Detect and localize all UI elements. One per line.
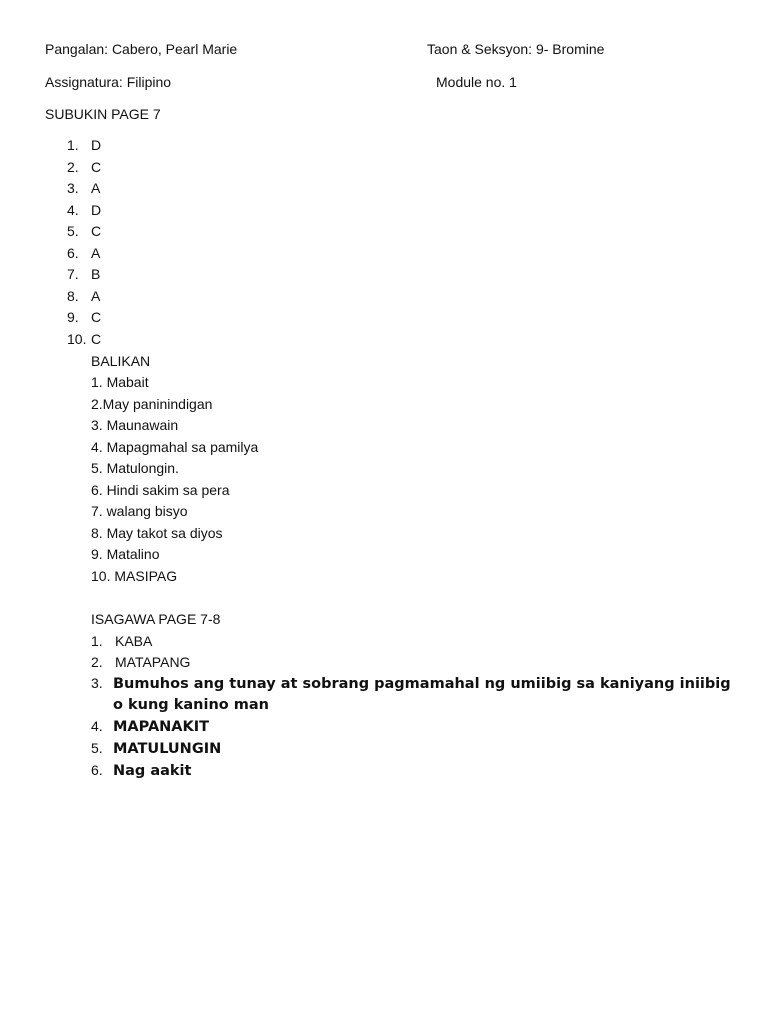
item-number: 1. bbox=[91, 633, 103, 649]
item-answer: A bbox=[91, 287, 101, 304]
item-answer: B bbox=[91, 266, 101, 282]
item-number: 5. bbox=[67, 223, 79, 239]
item-text: KABA bbox=[115, 633, 153, 649]
module-number: Module no. 1 bbox=[436, 74, 517, 90]
list-item bbox=[91, 652, 741, 672]
subject: Assignatura: Filipino bbox=[45, 74, 172, 90]
isagawa-answer-list bbox=[91, 631, 741, 782]
list-item: 4. Mapagmahal sa pamilya bbox=[91, 438, 259, 455]
isagawa-title: ISAGAWA PAGE 7-8 bbox=[91, 611, 221, 627]
year-section: Taon & Seksyon: 9- Bromine bbox=[427, 41, 605, 57]
item-number: 4. bbox=[67, 201, 79, 218]
item-number: 9. bbox=[67, 309, 79, 325]
item-number: 3. bbox=[67, 180, 79, 196]
list-item bbox=[91, 673, 741, 715]
list-item bbox=[91, 738, 741, 759]
item-answer: C bbox=[91, 223, 102, 239]
balikan-title: BALIKAN bbox=[91, 353, 151, 369]
list-item: 2.May paninindigan bbox=[91, 395, 213, 412]
item-answer: D bbox=[91, 201, 102, 218]
student-name: Pangalan: Cabero, Pearl Marie bbox=[45, 41, 238, 57]
list-item: 7. walang bisyo bbox=[91, 503, 188, 519]
list-item bbox=[67, 157, 101, 179]
item-number: 7. bbox=[67, 266, 79, 282]
item-number: 5. bbox=[91, 740, 103, 756]
balikan-answer-list bbox=[91, 372, 258, 587]
list-item bbox=[91, 760, 741, 781]
list-item bbox=[91, 631, 741, 651]
item-answer: C bbox=[91, 309, 102, 325]
list-item bbox=[67, 329, 101, 351]
item-number: 8. bbox=[67, 287, 79, 304]
item-answer: D bbox=[91, 137, 102, 153]
item-text: Bumuhos ang tunay at sobrang pagmamahal ng umiibig sa kaniyang iniibig o kung kanino man bbox=[113, 676, 731, 713]
list-item: 9. Matalino bbox=[91, 546, 160, 562]
item-number: 4. bbox=[91, 718, 103, 734]
list-item: 6. Hindi sakim sa pera bbox=[91, 481, 230, 498]
item-answer: A bbox=[91, 180, 101, 196]
item-text: MAPANAKIT bbox=[113, 719, 210, 735]
subukin-answer-list bbox=[67, 135, 101, 350]
list-item: 10. MASIPAG bbox=[91, 567, 178, 584]
list-item bbox=[67, 286, 101, 308]
list-item bbox=[67, 264, 101, 286]
item-answer: C bbox=[91, 330, 102, 347]
item-number: 6. bbox=[67, 244, 79, 261]
list-item: 3. Maunawain bbox=[91, 417, 179, 433]
list-item bbox=[67, 221, 101, 243]
list-item bbox=[67, 243, 101, 265]
subukin-title: SUBUKIN PAGE 7 bbox=[45, 106, 161, 122]
list-item bbox=[67, 200, 101, 222]
item-number: 2. bbox=[67, 158, 79, 175]
list-item bbox=[67, 307, 101, 329]
item-number: 10. bbox=[67, 330, 87, 347]
item-number: 3. bbox=[91, 675, 103, 691]
item-text: Nag aakit bbox=[113, 763, 192, 779]
list-item: 1. Mabait bbox=[91, 374, 149, 390]
item-number: 1. bbox=[67, 137, 79, 153]
item-text: MATULUNGIN bbox=[113, 741, 222, 757]
list-item bbox=[67, 135, 101, 157]
item-text: MATAPANG bbox=[115, 654, 191, 670]
item-answer: C bbox=[91, 158, 102, 175]
list-item: 8. May takot sa diyos bbox=[91, 524, 223, 541]
list-item: 5. Matulongin. bbox=[91, 460, 179, 476]
list-item bbox=[67, 178, 101, 200]
list-item bbox=[91, 716, 741, 737]
item-number: 2. bbox=[91, 654, 103, 670]
item-number: 6. bbox=[91, 762, 103, 778]
item-answer: A bbox=[91, 244, 101, 261]
